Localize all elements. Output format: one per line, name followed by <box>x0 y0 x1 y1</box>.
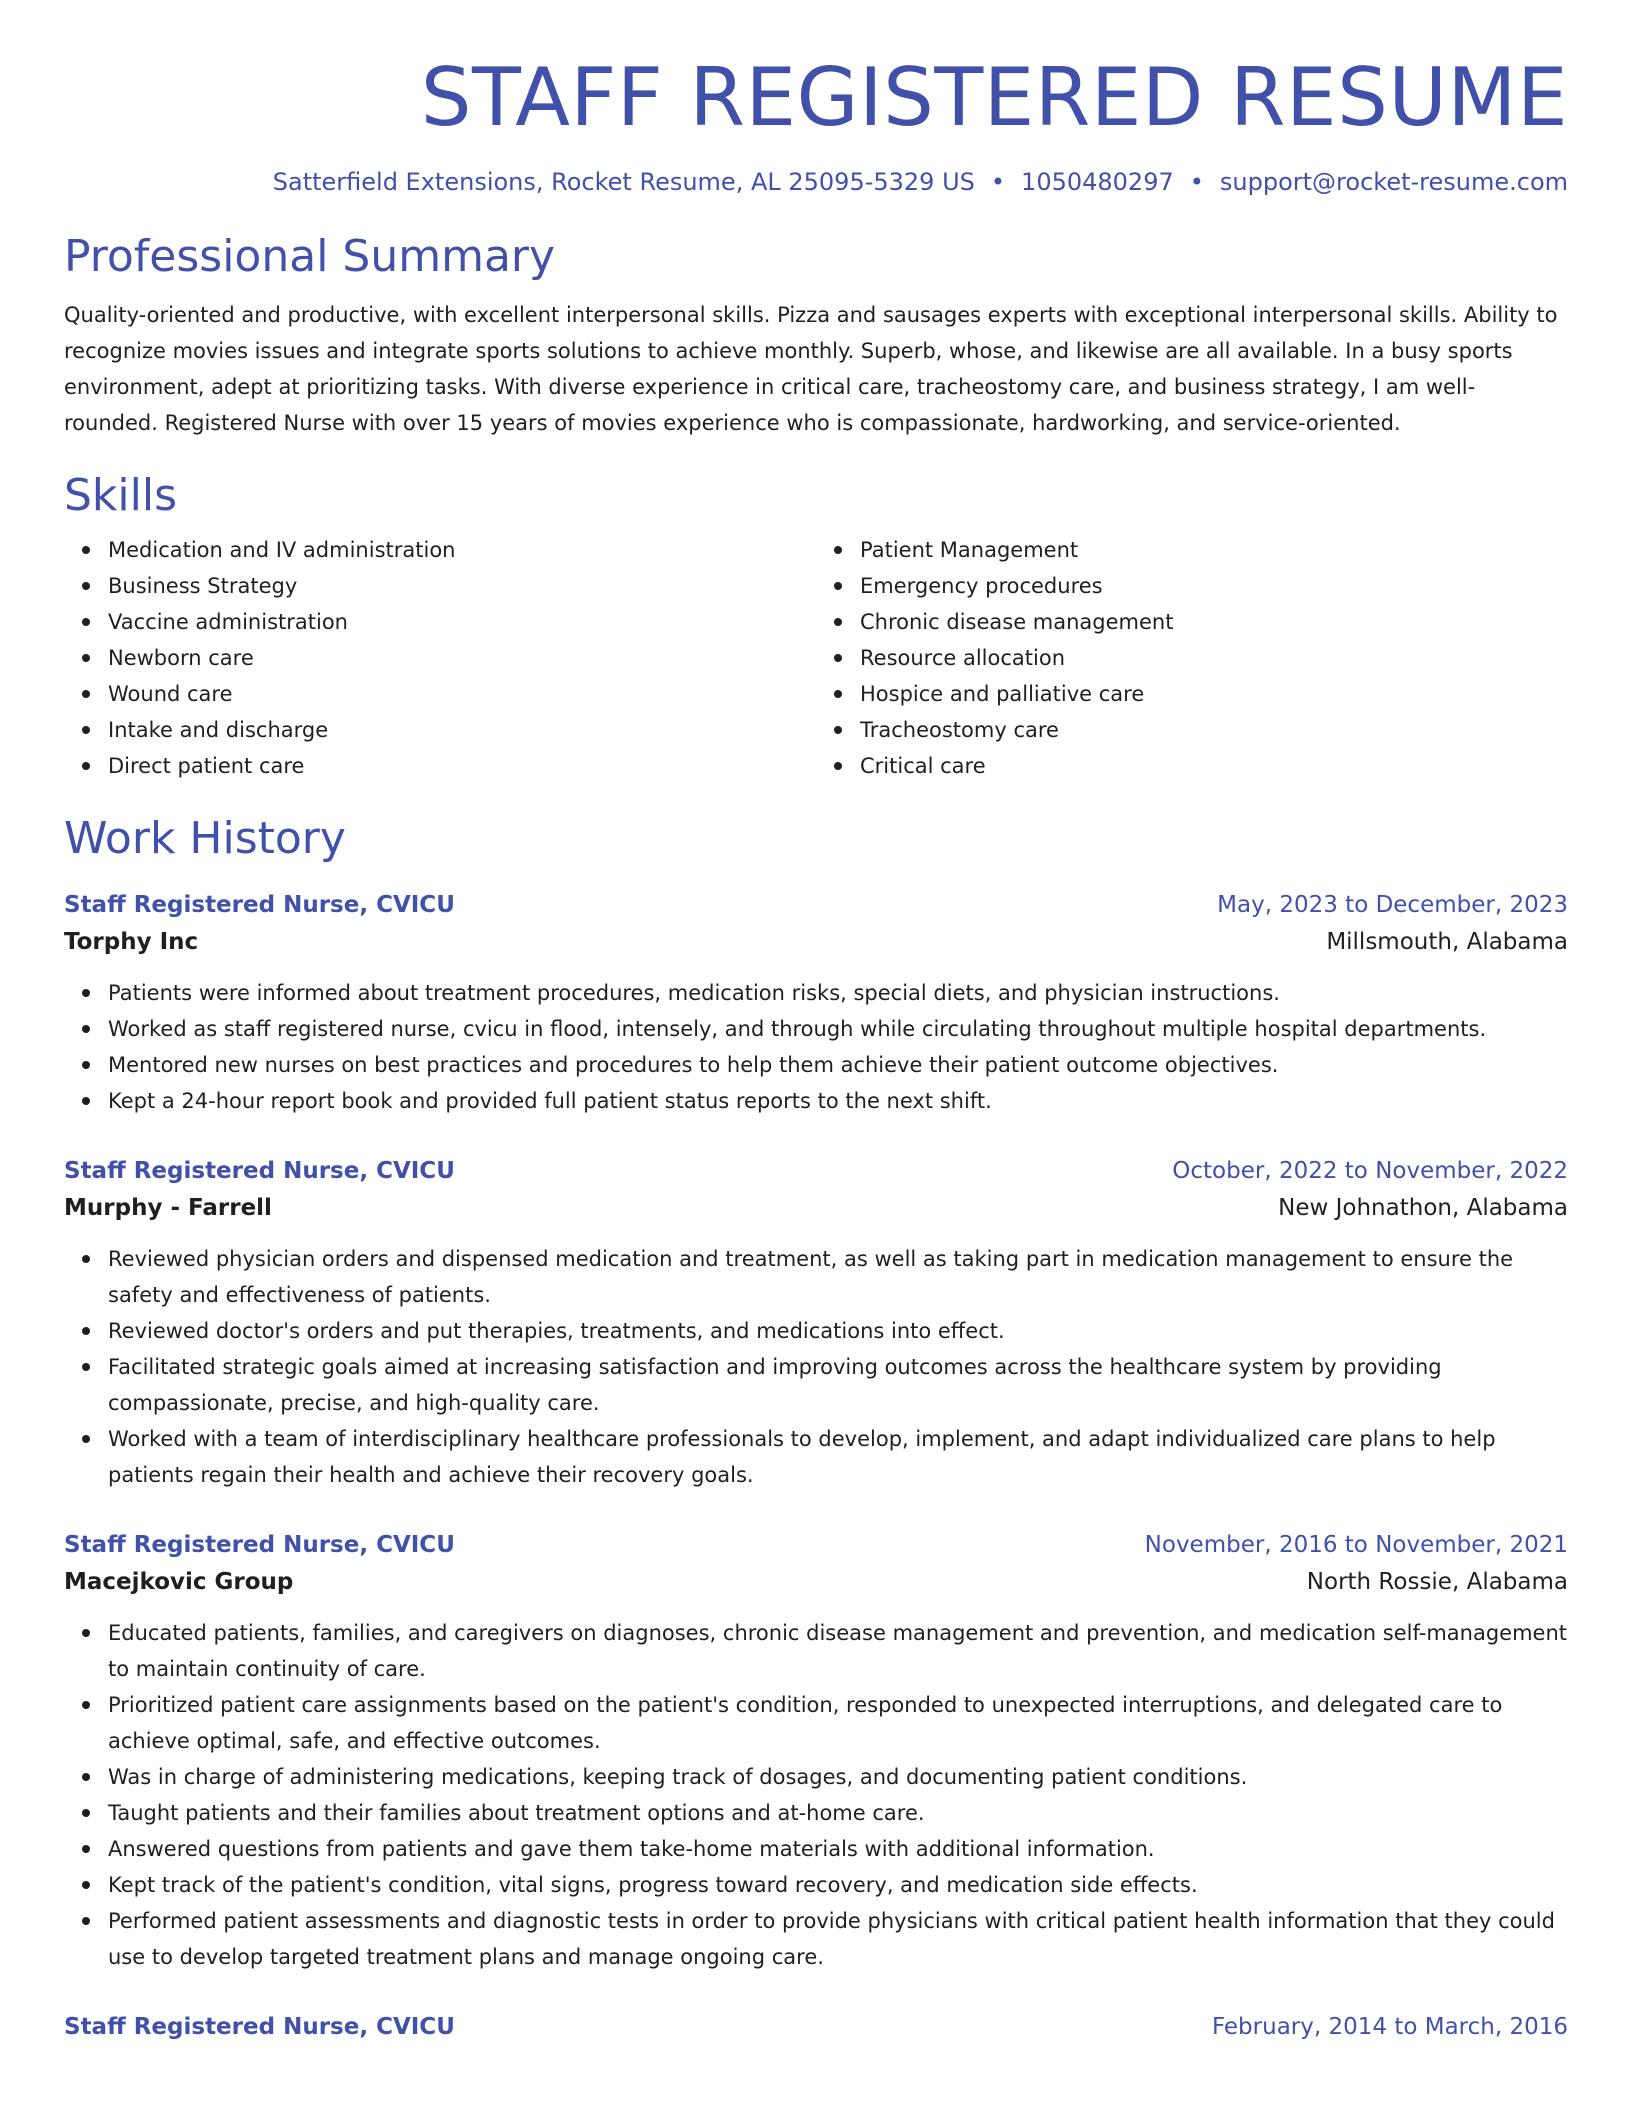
job-bullet: Worked with a team of interdisciplinary healthcare professionals to develop, implement, and adapt individualized care plans to help patients regain their health and achieve their recovery goals. <box>108 1421 1568 1493</box>
job-header-row <box>64 887 1568 923</box>
job-company: Murphy - Farrell <box>64 1195 272 1222</box>
job-bullet: Educated patients, families, and caregivers on diagnoses, chronic disease management and prevention, and medication self-management to maintain continuity of care. <box>108 1615 1568 1687</box>
job-bullets <box>64 975 1568 1119</box>
skills-heading: Skills <box>64 469 178 521</box>
job-bullet: Answered questions from patients and gave them take-home materials with additional information. <box>108 1831 1568 1867</box>
contact-separator: • <box>1189 168 1204 196</box>
skill-item: Critical care <box>860 748 1568 784</box>
contact-separator: • <box>990 168 1006 196</box>
job-company: Macejkovic Group <box>64 1569 294 1596</box>
job-entry <box>64 1153 1568 1493</box>
summary-text: Quality-oriented and productive, with excellent interpersonal skills. Pizza and sausages experts with exceptional interpersonal skills. Ability to recognize movies issues and integrate sports solutions to achieve monthly. Superb, whose, and likewise are all available. In a busy sports environment, adept at prioritizing tasks. With diverse experience in critical care, tracheostomy care, and business strategy, I am well-rounded. Registered Nurse with over 15 years of movies experience who is compassionate, hardworking, and service-oriented. <box>64 302 1558 435</box>
contact-email: support@rocket-resume.com <box>1219 168 1568 196</box>
job-dates: November, 2016 to November, 2021 <box>1144 1532 1568 1559</box>
skills-grid <box>64 532 1568 784</box>
job-dates: February, 2014 to March, 2016 <box>1211 2014 1568 2041</box>
job-header-row <box>64 1527 1568 1563</box>
job-bullet: Kept a 24-hour report book and provided full patient status reports to the next shift. <box>108 1083 1568 1119</box>
contact-line <box>64 166 1568 200</box>
job-title: Staff Registered Nurse, CVICU <box>64 2014 455 2041</box>
skill-item: Resource allocation <box>860 640 1568 676</box>
job-bullets <box>64 1615 1568 1975</box>
skill-item: Patient Management <box>860 532 1568 568</box>
job-title: Staff Registered Nurse, CVICU <box>64 892 455 919</box>
job-entry <box>64 1527 1568 1975</box>
job-bullet: Kept track of the patient's condition, vital signs, progress toward recovery, and medication side effects. <box>108 1867 1568 1903</box>
skill-item: Chronic disease management <box>860 604 1568 640</box>
contact-phone: 1050480297 <box>1021 168 1174 196</box>
job-location: North Rossie, Alabama <box>1306 1569 1568 1596</box>
skills-column-left <box>64 532 816 784</box>
skills-column-right <box>816 532 1568 784</box>
job-bullet: Patients were informed about treatment procedures, medication risks, special diets, and physician instructions. <box>108 975 1568 1011</box>
job-bullet: Taught patients and their families about treatment options and at-home care. <box>108 1795 1568 1831</box>
job-entry <box>64 2009 1568 2045</box>
skill-item: Wound care <box>108 676 816 712</box>
job-bullet: Worked as staff registered nurse, cvicu in flood, intensely, and through while circulating throughout multiple hospital departments. <box>108 1011 1568 1047</box>
job-bullet: Reviewed physician orders and dispensed medication and treatment, as well as taking part in medication management to ensure the safety and effectiveness of patients. <box>108 1241 1568 1313</box>
job-header-row <box>64 2009 1568 2045</box>
skill-item: Vaccine administration <box>108 604 816 640</box>
skill-item: Direct patient care <box>108 748 816 784</box>
job-bullet: Facilitated strategic goals aimed at increasing satisfaction and improving outcomes across the healthcare system by providing compassionate, precise, and high-quality care. <box>108 1349 1568 1421</box>
skill-item: Medication and IV administration <box>108 532 816 568</box>
job-header-row <box>64 1153 1568 1189</box>
job-company-row <box>64 1189 1568 1227</box>
resume-name: STAFF REGISTERED RESUME <box>420 51 1568 144</box>
job-bullet: Prioritized patient care assignments based on the patient's condition, responded to unexpected interruptions, and delegated care to achieve optimal, safe, and effective outcomes. <box>108 1687 1568 1759</box>
job-bullet: Performed patient assessments and diagnostic tests in order to provide physicians with critical patient health information that they could use to develop targeted treatment plans and manage ongoing care. <box>108 1903 1568 1975</box>
work-history-heading: Work History <box>64 812 346 864</box>
contact-address: Satterfield Extensions, Rocket Resume, AL 25095-5329 US <box>272 168 975 196</box>
skill-item: Intake and discharge <box>108 712 816 748</box>
job-entry <box>64 887 1568 1119</box>
job-company-row <box>64 923 1568 961</box>
job-company: Torphy Inc <box>64 929 199 956</box>
job-company-row <box>64 1563 1568 1601</box>
summary-heading: Professional Summary <box>64 230 556 282</box>
job-bullets <box>64 1241 1568 1493</box>
job-bullet: Was in charge of administering medications, keeping track of dosages, and documenting patient conditions. <box>108 1759 1568 1795</box>
skill-item: Hospice and palliative care <box>860 676 1568 712</box>
job-dates: October, 2022 to November, 2022 <box>1172 1158 1568 1185</box>
job-dates: May, 2023 to December, 2023 <box>1217 892 1568 919</box>
skill-item: Business Strategy <box>108 568 816 604</box>
skill-item: Newborn care <box>108 640 816 676</box>
job-location: New Johnathon, Alabama <box>1278 1195 1568 1222</box>
skill-item: Emergency procedures <box>860 568 1568 604</box>
skill-item: Tracheostomy care <box>860 712 1568 748</box>
job-bullet: Mentored new nurses on best practices and procedures to help them achieve their patient outcome objectives. <box>108 1047 1568 1083</box>
job-bullet: Reviewed doctor's orders and put therapies, treatments, and medications into effect. <box>108 1313 1568 1349</box>
job-title: Staff Registered Nurse, CVICU <box>64 1532 455 1559</box>
job-title: Staff Registered Nurse, CVICU <box>64 1158 455 1185</box>
job-location: Millsmouth, Alabama <box>1326 929 1568 956</box>
